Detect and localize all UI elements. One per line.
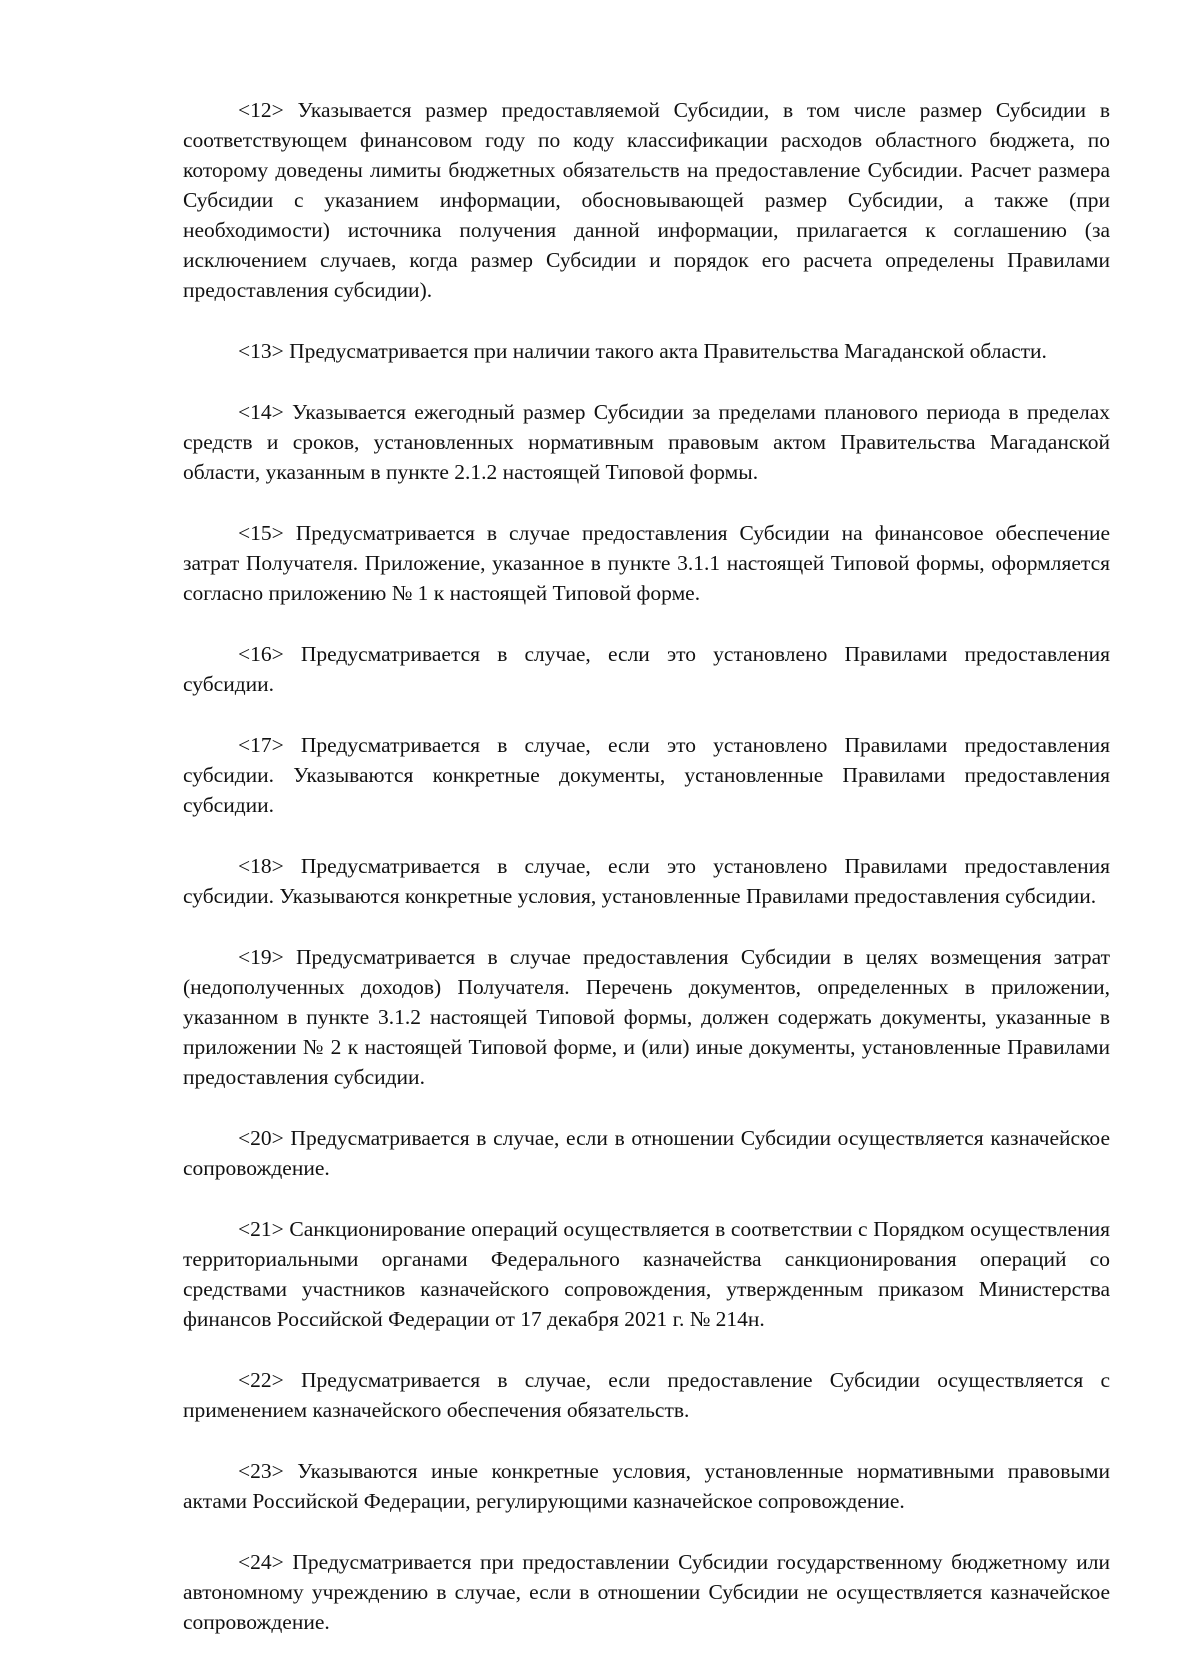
footnote-23: <23> Указываются иные конкретные условия, установленные нормативными правовыми актами Российской Федерации, регулирующими казначейское сопровождение. <box>183 1459 1110 1513</box>
footnote-15: <15> Предусматривается в случае предоставления Субсидии на финансовое обеспечение затрат Получателя. Приложение, указанное в пункте 3.1.1 настоящей Типовой формы, оформляется согласно приложению № 1 к настоящей Типовой форме. <box>183 521 1110 605</box>
footnote-22: <22> Предусматривается в случае, если предоставление Субсидии осуществляется с применением казначейского обеспечения обязательств. <box>183 1368 1110 1422</box>
footnote-18: <18> Предусматривается в случае, если это установлено Правилами предоставления субсидии. Указываются конкретные условия, установленные Правилами предоставления субсидии. <box>183 854 1110 908</box>
footnote-16: <16> Предусматривается в случае, если это установлено Правилами предоставления субсидии. <box>183 642 1110 696</box>
footnote-20: <20> Предусматривается в случае, если в отношении Субсидии осуществляется казначейское сопровождение. <box>183 1126 1110 1180</box>
footnote-13: <13> Предусматривается при наличии такого акта Правительства Магаданской области. <box>238 339 1047 363</box>
footnotes-block <box>183 95 1110 1668</box>
footnote-14: <14> Указывается ежегодный размер Субсидии за пределами планового периода в пределах средств и сроков, установленных нормативным правовым актом Правительства Магаданской области, указанным в пункте 2.1.2 настоящей Типовой формы. <box>183 400 1110 484</box>
footnote-21: <21> Санкционирование операций осуществляется в соответствии с Порядком осуществления территориальными органами Федерального казначейства санкционирования операций со средствами участников казначейского сопровождения, утвержденным приказом Министерства финансов Российской Федерации от 17 декабря 2021 г. № 214н. <box>183 1217 1110 1331</box>
footnote-12: <12> Указывается размер предоставляемой Субсидии, в том числе размер Субсидии в соответствующем финансовом году по коду классификации расходов областного бюджета, по которому доведены лимиты бюджетных обязательств на предоставление Субсидии. Расчет размера Субсидии с указанием информации, обосновывающей размер Субсидии, а также (при необходимости) источника получения данной информации, прилагается к соглашению (за исключением случаев, когда размер Субсидии и порядок его расчета определены Правилами предоставления субсидии). <box>183 98 1110 302</box>
footnote-19: <19> Предусматривается в случае предоставления Субсидии в целях возмещения затрат (недополученных доходов) Получателя. Перечень документов, определенных в приложении, указанном в пункте 3.1.2 настоящей Типовой формы, должен содержать документы, указанные в приложении № 2 к настоящей Типовой форме, и (или) иные документы, установленные Правилами предоставления субсидии. <box>183 945 1110 1089</box>
footnote-24: <24> Предусматривается при предоставлении Субсидии государственному бюджетному или автономному учреждению в случае, если в отношении Субсидии не осуществляется казначейское сопровождение. <box>183 1550 1110 1634</box>
footnote-17: <17> Предусматривается в случае, если это установлено Правилами предоставления субсидии. Указываются конкретные документы, установленные Правилами предоставления субсидии. <box>183 733 1110 817</box>
